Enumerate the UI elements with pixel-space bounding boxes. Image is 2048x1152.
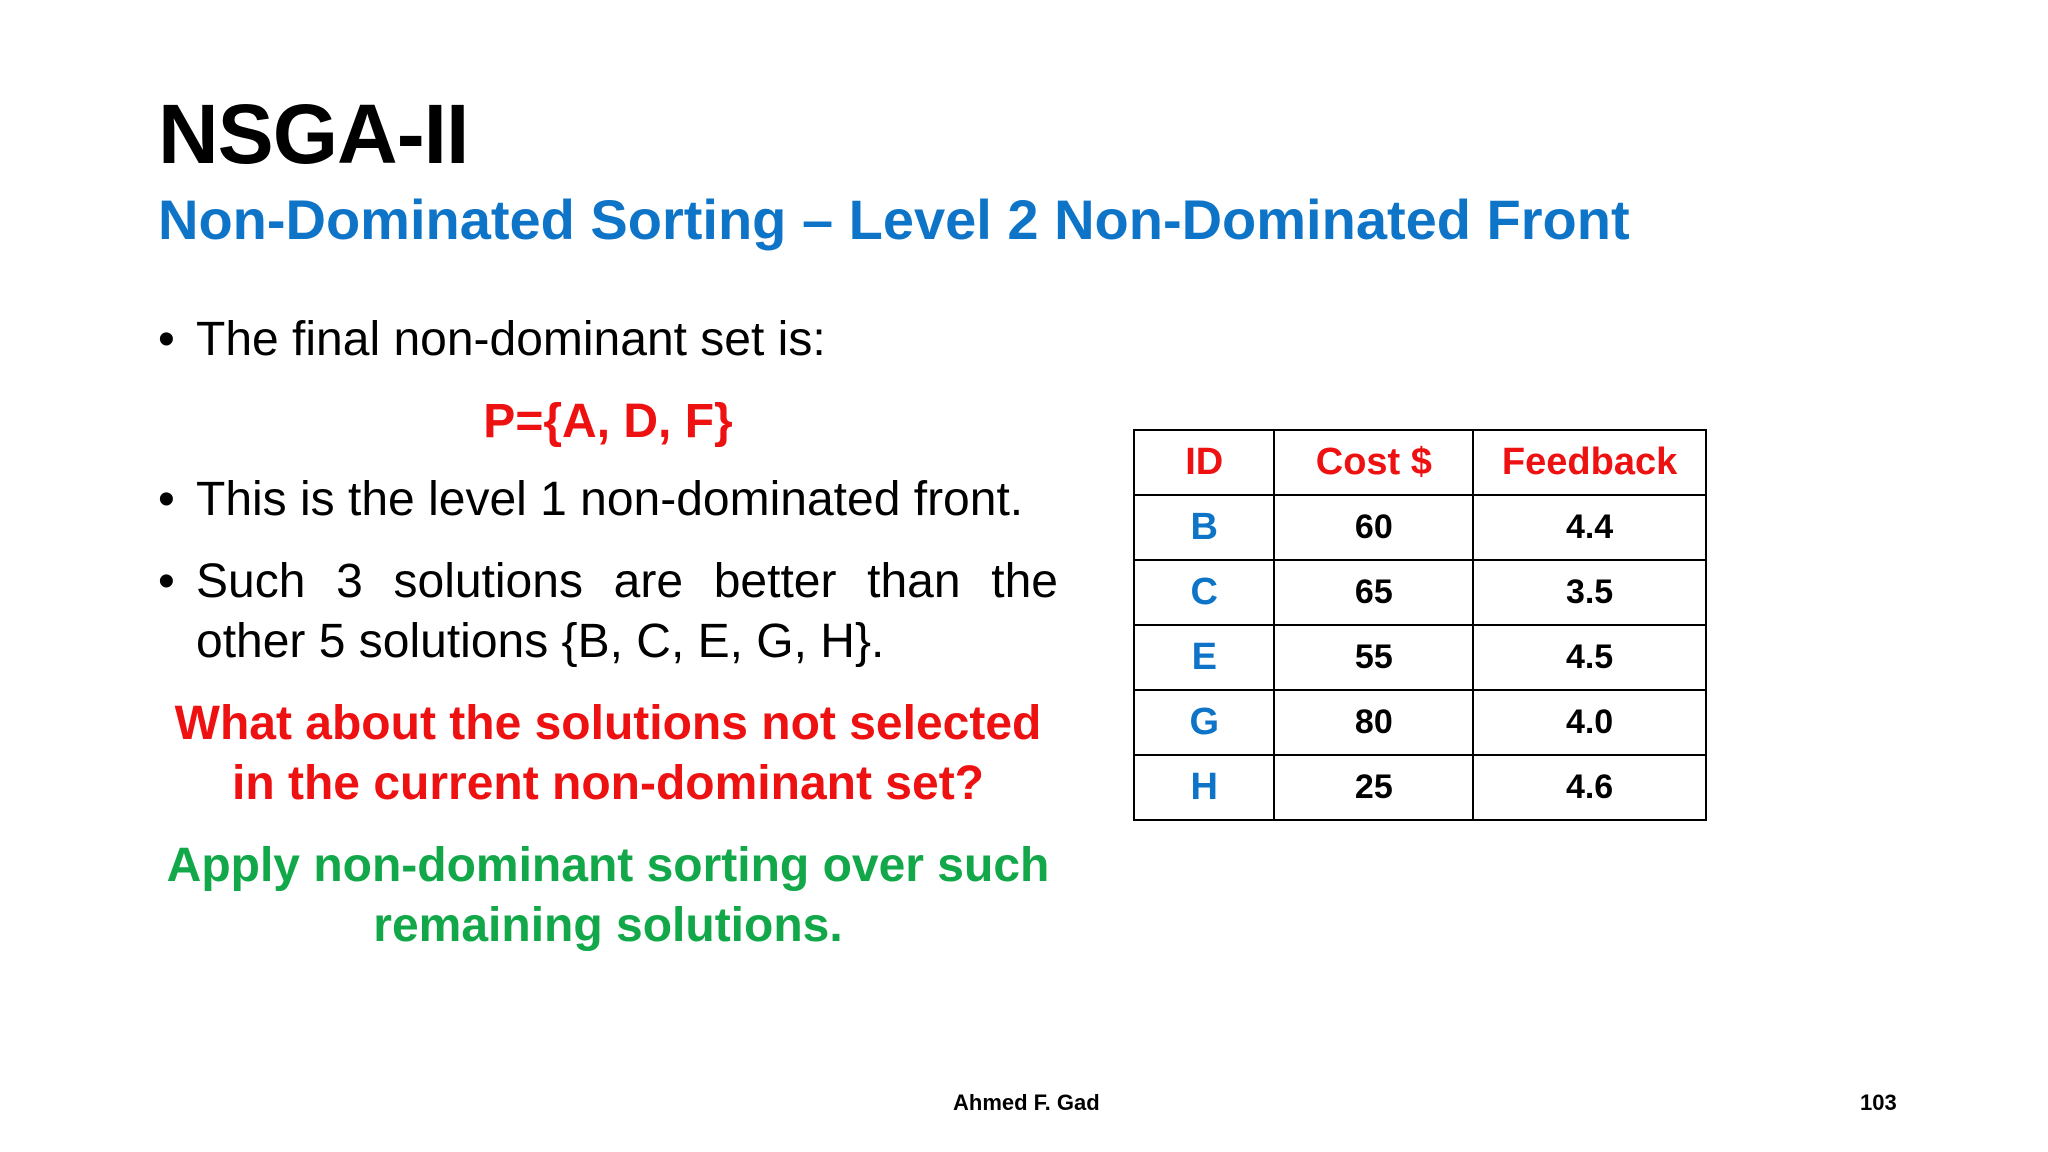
bullet-dot: • bbox=[158, 555, 175, 608]
slide-title: NSGA-II bbox=[158, 87, 469, 181]
cell-cost: 65 bbox=[1274, 560, 1473, 625]
cell-cost: 25 bbox=[1274, 755, 1473, 820]
cell-feedback: 4.0 bbox=[1473, 690, 1706, 755]
solutions-table bbox=[1133, 429, 1707, 821]
page-number: 103 bbox=[1860, 1090, 1897, 1115]
footer-author: Ahmed F. Gad bbox=[953, 1090, 1100, 1115]
bullet-text: Such 3 solutions are better than the other 5 solutions {B, C, E, G, H}. bbox=[196, 555, 1058, 668]
bullet-final-set bbox=[158, 310, 1058, 370]
answer-text bbox=[158, 836, 1058, 956]
table-row bbox=[1134, 625, 1706, 690]
slide-subtitle: Non-Dominated Sorting – Level 2 Non-Dominated Front bbox=[158, 188, 1630, 251]
answer-line-2: remaining solutions. bbox=[373, 899, 843, 952]
header-cost: Cost $ bbox=[1274, 430, 1473, 495]
cell-id: C bbox=[1134, 560, 1274, 625]
table-row bbox=[1134, 755, 1706, 820]
table-row bbox=[1134, 690, 1706, 755]
question-line-2: in the current non-dominant set? bbox=[232, 757, 984, 810]
question-text bbox=[158, 694, 1058, 814]
header-feedback: Feedback bbox=[1473, 430, 1706, 495]
cell-feedback: 4.4 bbox=[1473, 495, 1706, 560]
slide-content bbox=[158, 310, 1058, 956]
cell-feedback: 3.5 bbox=[1473, 560, 1706, 625]
cell-cost: 80 bbox=[1274, 690, 1473, 755]
cell-cost: 55 bbox=[1274, 625, 1473, 690]
header-id: ID bbox=[1134, 430, 1274, 495]
cell-feedback: 4.6 bbox=[1473, 755, 1706, 820]
cell-id: E bbox=[1134, 625, 1274, 690]
set-formula: P={A, D, F} bbox=[483, 395, 733, 448]
table-row bbox=[1134, 495, 1706, 560]
cell-feedback: 4.5 bbox=[1473, 625, 1706, 690]
cell-cost: 60 bbox=[1274, 495, 1473, 560]
table-header-row bbox=[1134, 430, 1706, 495]
cell-id: H bbox=[1134, 755, 1274, 820]
cell-id: G bbox=[1134, 690, 1274, 755]
bullet-better-solutions bbox=[158, 552, 1058, 672]
bullet-level-front bbox=[158, 470, 1058, 530]
cell-id: B bbox=[1134, 495, 1274, 560]
answer-line-1: Apply non-dominant sorting over such bbox=[166, 839, 1050, 892]
bullet-dot: • bbox=[158, 313, 175, 366]
question-line-1: What about the solutions not selected bbox=[174, 697, 1042, 750]
bullet-text: This is the level 1 non-dominated front. bbox=[196, 473, 1024, 526]
bullet-dot: • bbox=[158, 473, 175, 526]
table-row bbox=[1134, 560, 1706, 625]
bullet-text: The final non-dominant set is: bbox=[196, 313, 826, 366]
